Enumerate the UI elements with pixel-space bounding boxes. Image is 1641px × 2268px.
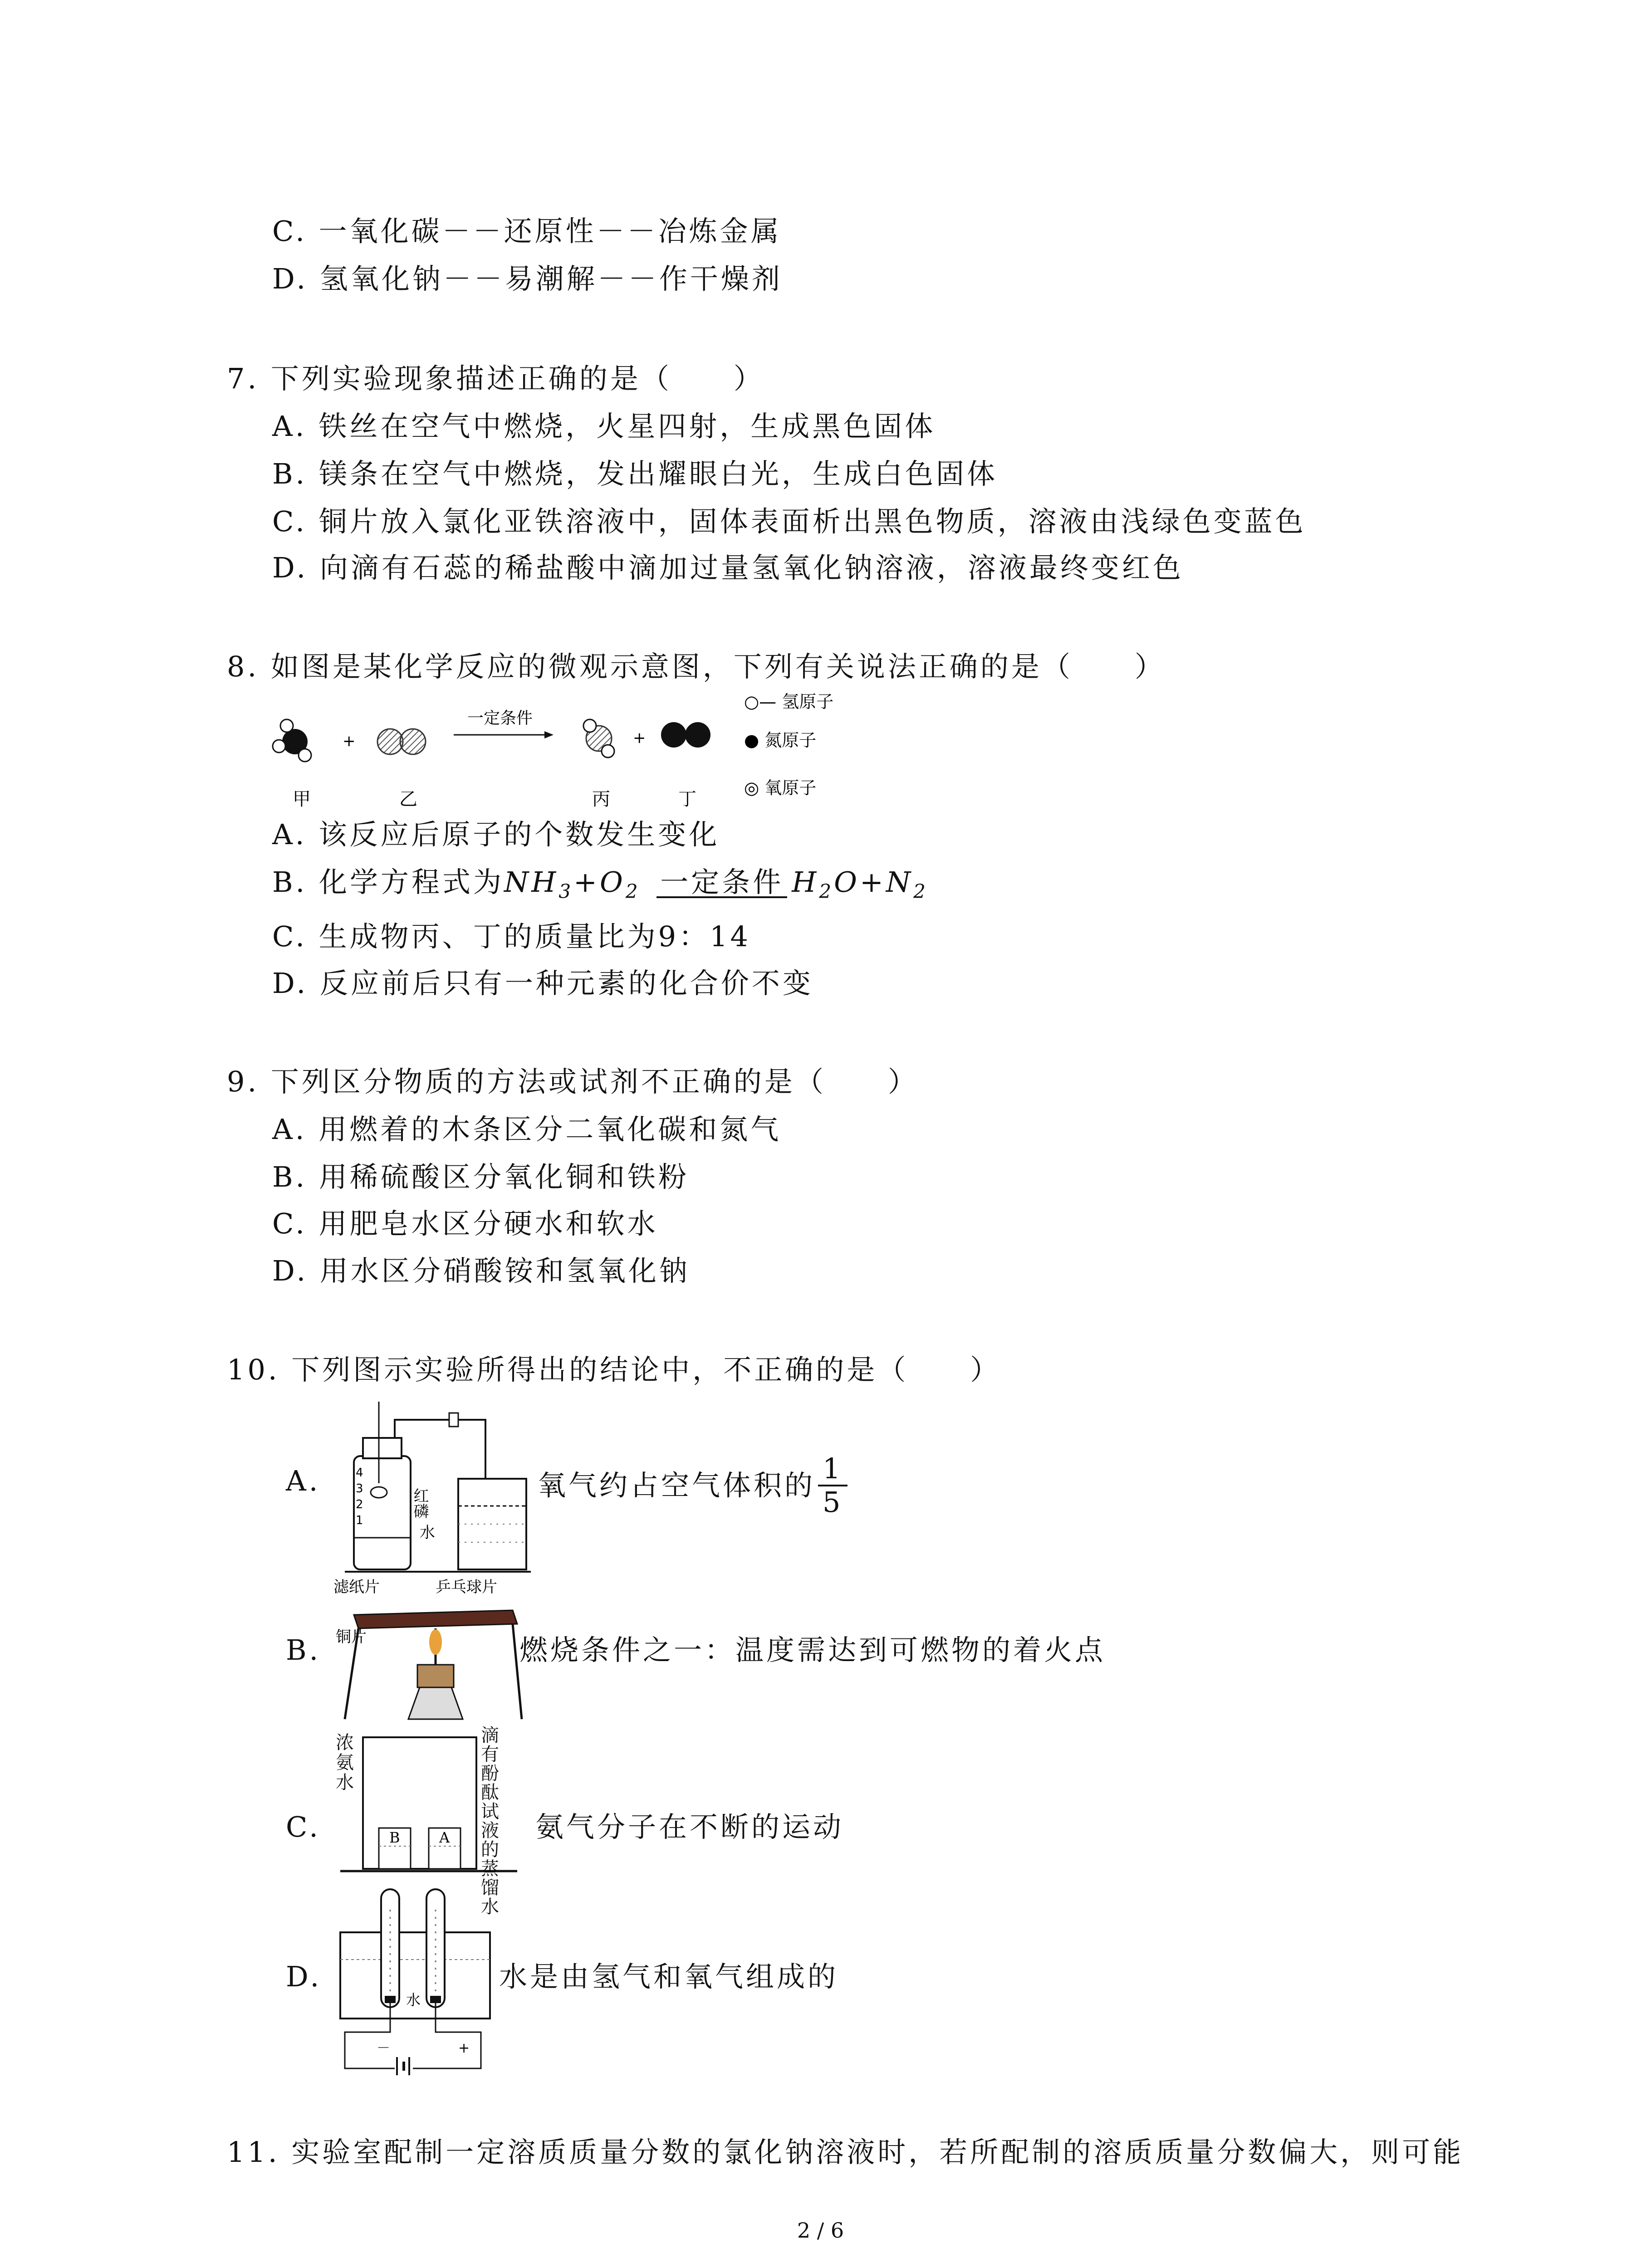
water-label: 水: [420, 1524, 435, 1542]
pingpong-label: 乒乓球片: [436, 1578, 497, 1596]
eq-sub-2c: 2: [913, 880, 928, 903]
q10-stem: 10. 下列图示实验所得出的结论中，不正确的是（ ）: [227, 1353, 1001, 1386]
q10-c-label: C.: [286, 1810, 321, 1843]
reaction-arrow: [454, 731, 554, 738]
minus-terminal: －: [377, 2040, 390, 2056]
q9-option-b: B. 用稀硫酸区分氧化铜和铁粉: [272, 1160, 689, 1193]
mark-3: 3: [356, 1482, 363, 1496]
q7-option-a: A. 铁丝在空气中燃烧，火星四射，生成黑色固体: [272, 410, 936, 443]
ammonia-label: 浓氨水: [336, 1732, 354, 1793]
q8-stem: 8. 如图是某化学反应的微观示意图，下列有关说法正确的是（ ）: [227, 650, 1166, 683]
plus-sign-1: +: [343, 732, 356, 750]
filter-paper-label: 滤纸片: [333, 1578, 380, 1596]
q11-stem: 11. 实验室配制一定溶质质量分数的氯化钠溶液时，若所配制的溶质质量分数偏大，则可能: [227, 2136, 1464, 2169]
fraction-one-fifth: [818, 1453, 847, 1518]
q9-option-a: A. 用燃着的木条区分二氧化碳和氮气: [272, 1113, 782, 1146]
legend-oxygen: ◎ 氧原子: [744, 778, 817, 798]
reaction-diagram: [254, 689, 889, 821]
red-phosphorus-label: 红磷: [411, 1488, 429, 1519]
red-phosphorus-apparatus: [336, 1402, 535, 1574]
molecule-yi: [377, 729, 426, 754]
q6-option-c: C. 一氧化碳－－还原性－－冶炼金属: [272, 215, 782, 248]
water-electrolysis-apparatus: [336, 1882, 517, 2077]
eq-sub-3: 3: [558, 880, 574, 903]
q8-option-d: D. 反应前后只有一种元素的化合价不变: [272, 967, 813, 1000]
fraction-denominator: 5: [823, 1485, 843, 1519]
eq-condition: 一定条件: [656, 868, 787, 898]
molecule-jia: [273, 719, 311, 762]
phenolphthalein-label: 滴有酚酞试液的蒸馏水: [481, 1725, 499, 1917]
q10-d-label: D.: [286, 1960, 322, 1993]
label-ding: 丁: [678, 789, 696, 810]
mark-2: 2: [356, 1498, 363, 1511]
ignition-point-apparatus: [331, 1574, 540, 1724]
legend-hydrogen: ○— 氢原子: [744, 692, 834, 712]
q8-option-b: [272, 864, 928, 909]
ammonia-diffusion-apparatus: [336, 1724, 535, 1917]
q10-a-conclusion: 氧气约占空气体积的: [538, 1468, 816, 1502]
q8-option-c: C. 生成物丙、丁的质量比为9：14: [272, 920, 751, 953]
q7-option-b: B. 镁条在空气中燃烧，发出耀眼白光，生成白色固体: [272, 457, 998, 490]
molecule-bing: [583, 719, 614, 758]
q6-option-d: D. 氢氧化钠－－易潮解－－作干燥剂: [272, 262, 783, 295]
mark-4: 4: [356, 1466, 363, 1480]
q10-a-text: [538, 1438, 847, 1531]
eq-plus-o: +O: [573, 865, 626, 899]
q10-a-label: A.: [286, 1464, 321, 1497]
molecule-ding: [661, 722, 710, 748]
q9-stem: 9. 下列区分物质的方法或试剂不正确的是（ ）: [227, 1065, 919, 1098]
reaction-condition: 一定条件: [467, 709, 533, 728]
q8-option-b-prefix: B. 化学方程式为: [272, 865, 504, 899]
label-bing: 丙: [592, 789, 610, 810]
eq-sub-2a: 2: [625, 880, 641, 903]
plus-sign-2: +: [633, 729, 646, 747]
eq-sub-2b: 2: [819, 880, 834, 903]
plus-terminal: +: [458, 2040, 470, 2056]
legend-nitrogen: ● 氮原子: [744, 730, 817, 750]
q7-option-d: D. 向滴有石蕊的稀盐酸中滴加过量氢氧化钠溶液，溶液最终变红色: [272, 551, 1184, 584]
q9-option-d: D. 用水区分硝酸铵和氢氧化钠: [272, 1254, 690, 1287]
eq-h: H: [792, 865, 819, 899]
beaker-b-label: B: [389, 1829, 400, 1846]
q7-option-c: C. 铜片放入氯化亚铁溶液中，固体表面析出黑色物质，溶液由浅绿色变蓝色: [272, 505, 1306, 538]
q10-b-label: B.: [286, 1633, 321, 1667]
q10-c-text: 氨气分子在不断的运动: [535, 1810, 844, 1843]
beaker-a-label: A: [439, 1829, 450, 1846]
mark-1: 1: [356, 1514, 363, 1527]
q10-d-text: 水是由氢气和氧气组成的: [499, 1960, 839, 1993]
eq-o-plus-n: O+N: [834, 865, 914, 899]
water-d-label: 水: [406, 1991, 421, 2009]
label-yi: 乙: [399, 789, 417, 810]
page-number: 2 / 6: [797, 2218, 844, 2243]
fraction-numerator: 1: [818, 1453, 847, 1486]
copper-label: 铜片: [336, 1628, 367, 1646]
q9-option-c: C. 用肥皂水区分硬水和软水: [272, 1207, 658, 1240]
q7-stem: 7. 下列实验现象描述正确的是（ ）: [227, 362, 764, 395]
q10-b-text: 燃烧条件之一：温度需达到可燃物的着火点: [519, 1633, 1106, 1667]
q8-option-a: A. 该反应后原子的个数发生变化: [272, 818, 720, 851]
label-jia: 甲: [293, 789, 311, 810]
eq-nh: NH: [504, 865, 559, 899]
